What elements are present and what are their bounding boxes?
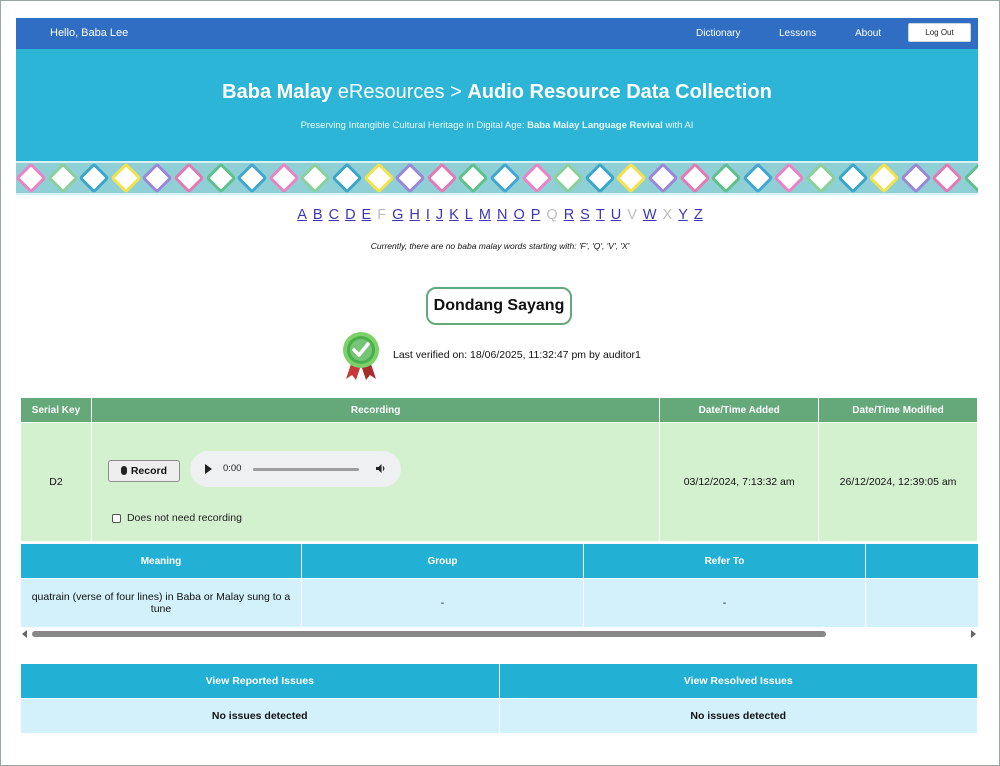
record-button[interactable] — [108, 460, 180, 482]
alphabet-letter-n[interactable]: N — [496, 207, 508, 223]
table-row — [21, 579, 979, 628]
meaning-cell: quatrain (verse of four lines) in Baba or Malay sung to a tune — [21, 579, 302, 628]
title-section-name: Audio Resource Data Collection — [467, 81, 772, 103]
alphabet-letter-d[interactable]: D — [345, 207, 356, 223]
alphabet-index — [0, 207, 1000, 223]
recording-cell — [91, 423, 659, 542]
alphabet-letter-y[interactable]: Y — [678, 207, 688, 223]
scroll-right-icon[interactable] — [971, 630, 976, 638]
pattern-tile — [395, 162, 426, 193]
title-breadcrumb-sep: eResources > — [332, 81, 468, 103]
date-modified-cell: 26/12/2024, 12:39:05 am — [819, 423, 978, 542]
pattern-tile — [521, 162, 552, 193]
volume-icon[interactable] — [376, 463, 386, 474]
pattern-tile — [268, 162, 299, 193]
alphabet-letter-l[interactable]: L — [464, 207, 473, 223]
verified-badge-icon — [340, 331, 382, 381]
alphabet-letter-s[interactable]: S — [580, 207, 590, 223]
header-recording: Recording — [91, 398, 659, 423]
alphabet-letter-w[interactable]: W — [642, 207, 657, 223]
top-nav — [16, 18, 978, 49]
alphabet-letter-o[interactable]: O — [513, 207, 525, 223]
pattern-tile — [869, 162, 900, 193]
resolved-issues-status: No issues detected — [499, 699, 978, 734]
pattern-tile — [900, 162, 931, 193]
pattern-tile — [774, 162, 805, 193]
record-label: Record — [130, 465, 168, 477]
pattern-tile — [110, 162, 141, 193]
view-resolved-issues-button[interactable]: View Resolved Issues — [499, 664, 978, 699]
last-verified-text: Last verified on: 18/06/2025, 11:32:47 pm by auditor1 — [393, 349, 641, 361]
pattern-tile — [47, 162, 78, 193]
alphabet-letter-b[interactable]: B — [312, 207, 323, 223]
decorative-pattern-strip — [16, 161, 978, 195]
page-subtitle — [16, 120, 978, 131]
player-time: 0:00 — [222, 463, 242, 474]
group-cell: - — [302, 579, 584, 628]
pattern-tile — [458, 162, 489, 193]
pattern-tile — [647, 162, 678, 193]
refer-to-cell: - — [584, 579, 866, 628]
alphabet-letter-p[interactable]: P — [530, 207, 541, 223]
no-recording-label: Does not need recording — [126, 512, 242, 524]
pattern-tile — [300, 162, 331, 193]
alphabet-letter-m[interactable]: M — [478, 207, 491, 223]
pattern-tile — [837, 162, 868, 193]
subtitle-emphasis: Baba Malay Language Revival — [527, 120, 663, 131]
alphabet-letter-q: Q — [546, 207, 558, 223]
alphabet-letter-a[interactable]: A — [297, 207, 307, 223]
view-reported-issues-button[interactable]: View Reported Issues — [21, 664, 500, 699]
reported-issues-status: No issues detected — [21, 699, 500, 734]
header-serial-key: Serial Key — [21, 398, 92, 423]
pattern-tile — [805, 162, 836, 193]
page-title — [16, 81, 978, 104]
alphabet-letter-g[interactable]: G — [392, 207, 404, 223]
logout-button[interactable]: Log Out — [908, 23, 971, 42]
pattern-tile — [963, 162, 978, 193]
alphabet-letter-i[interactable]: I — [425, 207, 430, 223]
pattern-tile — [79, 162, 110, 193]
recording-table — [20, 397, 978, 542]
nav-link-lessons[interactable]: Lessons — [779, 28, 817, 39]
alphabet-letter-r[interactable]: R — [563, 207, 575, 223]
pattern-tile — [489, 162, 520, 193]
pattern-tile — [553, 162, 584, 193]
title-site-name: Baba Malay — [222, 81, 333, 103]
pattern-tile — [173, 162, 204, 193]
alphabet-letter-k[interactable]: K — [449, 207, 459, 223]
pattern-tile — [142, 162, 173, 193]
pattern-tile — [742, 162, 773, 193]
pattern-tile — [16, 162, 47, 193]
microphone-icon — [121, 466, 127, 475]
pattern-tile — [205, 162, 236, 193]
header-refer-to: Refer To — [584, 544, 866, 579]
missing-letters-note: Currently, there are no baba malay words starting with: 'F', 'Q', 'V', 'X' — [370, 241, 630, 251]
word-title: Dondang Sayang — [426, 287, 572, 325]
play-icon[interactable] — [205, 464, 212, 474]
scrollbar-thumb[interactable] — [32, 631, 826, 637]
pattern-tile — [331, 162, 362, 193]
pattern-tile — [679, 162, 710, 193]
greeting: Hello, Baba Lee — [50, 27, 129, 39]
date-added-cell: 03/12/2024, 7:13:32 am — [660, 423, 819, 542]
alphabet-letter-v: V — [627, 207, 637, 223]
header-group: Group — [302, 544, 584, 579]
audio-player — [190, 451, 401, 487]
pattern-tile — [237, 162, 268, 193]
header-extra — [866, 544, 979, 579]
alphabet-letter-z[interactable]: Z — [693, 207, 703, 223]
pattern-tile — [616, 162, 647, 193]
meaning-table-scroll-area[interactable] — [20, 543, 978, 640]
pattern-tile — [932, 162, 963, 193]
header-date-added: Date/Time Added — [660, 398, 819, 423]
alphabet-letter-e[interactable]: E — [361, 207, 372, 223]
nav-link-dictionary[interactable]: Dictionary — [696, 28, 741, 39]
no-recording-checkbox[interactable] — [112, 514, 121, 523]
no-recording-option — [112, 512, 242, 524]
pattern-tile — [711, 162, 742, 193]
pattern-tile — [363, 162, 394, 193]
meaning-table — [20, 543, 978, 628]
alphabet-letter-h[interactable]: H — [409, 207, 420, 223]
alphabet-letter-f: F — [377, 207, 387, 223]
table-row — [21, 423, 978, 542]
horizontal-scrollbar[interactable] — [20, 629, 978, 639]
header-meaning: Meaning — [21, 544, 302, 579]
alphabet-letter-x: X — [662, 207, 673, 223]
pattern-tile — [584, 162, 615, 193]
alphabet-letter-j[interactable]: J — [435, 207, 444, 223]
alphabet-letter-u[interactable]: U — [610, 207, 622, 223]
issues-table — [20, 663, 978, 734]
hero-banner — [16, 49, 978, 161]
header-date-modified: Date/Time Modified — [819, 398, 978, 423]
audio-progress-slider[interactable] — [253, 468, 359, 471]
scroll-left-icon[interactable] — [22, 630, 27, 638]
alphabet-letter-t[interactable]: T — [595, 207, 605, 223]
alphabet-letter-c[interactable]: C — [328, 207, 340, 223]
serial-key-cell: D2 — [21, 423, 92, 542]
extra-cell — [866, 579, 979, 628]
table-row — [21, 699, 978, 734]
pattern-tile — [426, 162, 457, 193]
nav-link-about[interactable]: About — [855, 28, 882, 39]
subtitle-tail: with AI — [662, 120, 694, 131]
subtitle-text: Preserving Intangible Cultural Heritage in Digital Age: — [300, 120, 528, 131]
